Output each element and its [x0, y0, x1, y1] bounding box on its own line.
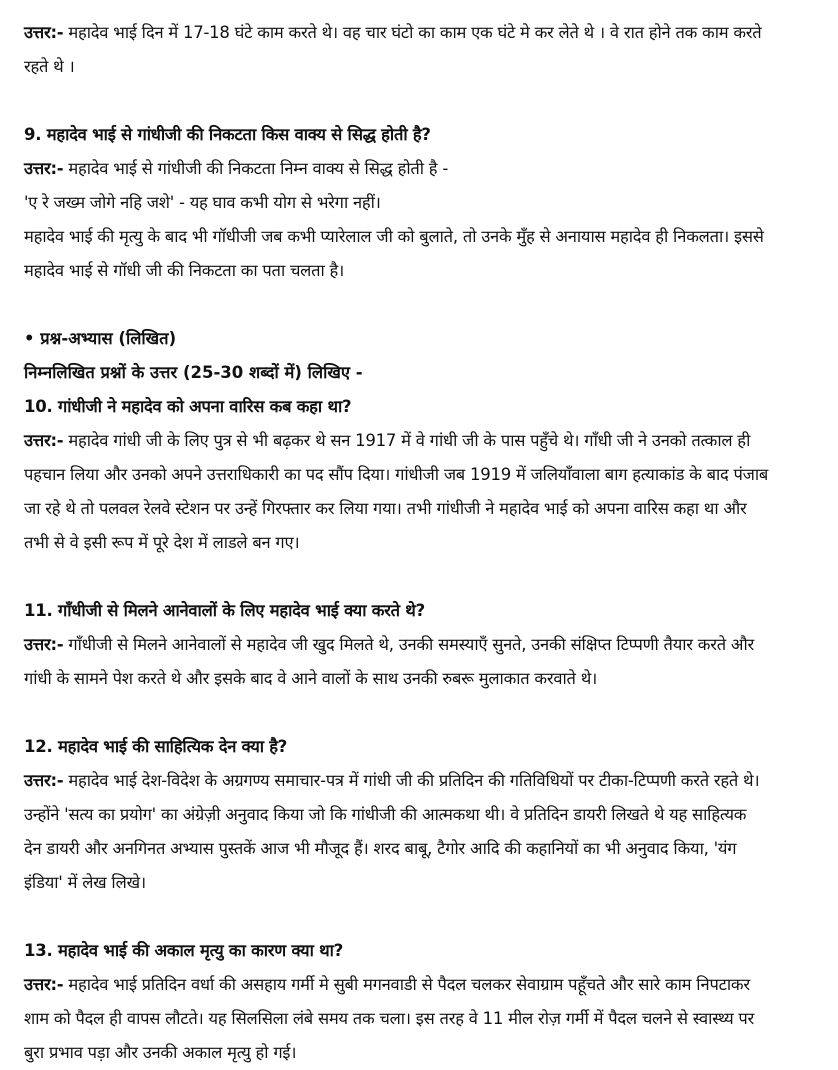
section-block: [24, 322, 828, 390]
answer-line: जा रहे थे तो पलवल रेलवे स्टेशन पर उन्हें गिरफ्तार कर लिया गया। तभी गांधीजी ने महादेव भाई को अपना वारिस कहा था और: [24, 499, 747, 518]
answer-block-intro: [24, 16, 828, 84]
answer-line: उन्होंने 'सत्य का प्रयोग' का अंग्रेज़ी अनुवाद किया जो कि गांधीजी की आत्मकथा थी। वे प्रतिदिन डायरी लिखते थे यह साहित्यक: [24, 805, 747, 824]
answer-line: पहचान लिया और उनको अपने उत्तराधिकारी का पद सौंप दिया। गांधीजी जब 1919 में जलियाँवाला बाग हत्याकांड के बाद पंजाब: [24, 465, 769, 484]
question-block-12: [24, 730, 828, 900]
answer-line: तभी से वे इसी रूप में पूरे देश में लाडले बन गए।: [24, 533, 300, 552]
answer-line: देन डायरी और अनगिनत अभ्यास पुस्तकें आज भी मौजूद हैं। शरद बाबू, टैगोर आदि की कहानियों का भी अनुवाद किया, 'यंग: [24, 839, 737, 858]
section-heading: • प्रश्न-अभ्यास (लिखित): [24, 329, 177, 348]
spacer: [24, 288, 828, 322]
answer-line: उत्तर:- महादेव भाई प्रतिदिन वर्धा की असहाय गर्मी मे सुबी मगनवाडी से पैदल चलकर सेवाग्राम पहूँचते और सारे काम निपटाकर: [24, 975, 750, 994]
answer-line: उत्तर:- महादेव गांधी जी के लिए पुत्र से भी बढ़कर थे सन 1917 में वे गांधी जी के पास पहुँचे थे। गाँधी जी ने उनको तत्काल ही: [24, 431, 751, 450]
answer-line: महादेव भाई की मृत्यु के बाद भी गॉधीजी जब कभी प्यारेलाल जी को बुलाते, तो उनके मुँह से अनायास महादेव ही निकलता। इससे: [24, 227, 764, 246]
answer-line: उत्तर:- गाँधीजी से मिलने आनेवालों से महादेव जी खुद मिलते थे, उनकी समस्याएँ सुनते, उनकी संक्षिप्त टिप्पणी तैयार करते और: [24, 635, 754, 654]
question-heading: 10. गांधीजी ने महादेव को अपना वारिस कब कहा था?: [24, 397, 352, 416]
answer-line: 'ए रे जख्म जोगे नहि जशे' - यह घाव कभी योग से भरेगा नहीं।: [24, 193, 381, 212]
spacer: [24, 900, 828, 934]
answer-line: इंडिया' में लेख लिखे।: [24, 873, 146, 892]
question-heading: 11. गाँधीजी से मिलने आनेवालों के लिए महादेव भाई क्या करते थे?: [24, 601, 425, 620]
answer-line: बुरा प्रभाव पड़ा और उनकी अकाल मृत्यु हो गई।: [24, 1043, 297, 1062]
question-heading: 12. महादेव भाई की साहित्यिक देन क्या है?: [24, 737, 288, 756]
question-block-11: [24, 594, 828, 696]
answer-line: रहते थे ।: [24, 57, 75, 76]
question-heading: 13. महादेव भाई की अकाल मृत्यु का कारण क्या था?: [24, 941, 344, 960]
spacer: [24, 84, 828, 118]
question-heading: 9. महादेव भाई से गांधीजी की निकटता किस वाक्य से सिद्ध होती है?: [24, 125, 431, 144]
answer-line: गांधी के सामने पेश करते थे और इसके बाद वे आने वालों के साथ उनकी रुबरू मुलाकात करवाते थे।: [24, 669, 597, 688]
answer-line: शाम को पैदल ही वापस लौटते। यह सिलसिला लंबे समय तक चला। इस तरह वे 11 मील रोज़ गर्मी में पैदल चलने से स्वास्थ्य पर: [24, 1009, 755, 1028]
question-block-9: [24, 118, 828, 288]
spacer: [24, 696, 828, 730]
answer-line: उत्तर:- महादेव भाई दिन में 17-18 घंटे काम करते थे। वह चार घंटो का काम एक घंटे मे कर लेते थे । वे रात होने तक काम करते: [24, 23, 762, 42]
section-instruction: निम्नलिखित प्रश्नों के उत्तर (25-30 शब्दों में) लिखिए -: [24, 363, 363, 382]
spacer: [24, 560, 828, 594]
question-block-10: [24, 390, 828, 560]
answer-line: उत्तर:- महादेव भाई देश-विदेश के अग्रगण्य समाचार-पत्र में गांधी जी की प्रतिदिन की गतिविधियों पर टीका-टिप्पणी करते रहते थे।: [24, 771, 760, 790]
answer-line: उत्तर:- महादेव भाई से गांधीजी की निकटता निम्न वाक्य से सिद्ध होती है -: [24, 159, 449, 178]
question-block-13: [24, 934, 828, 1070]
answer-line: महादेव भाई से गॉधी जी की निकटता का पता चलता है।: [24, 261, 345, 280]
